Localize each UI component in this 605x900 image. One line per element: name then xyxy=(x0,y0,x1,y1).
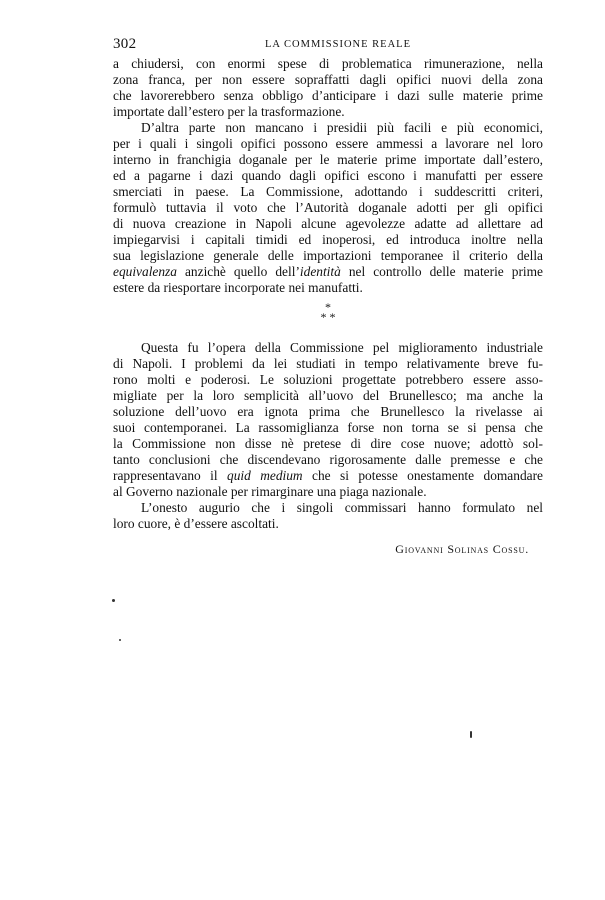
text-line: loro cuore, è d’essere ascoltati. xyxy=(113,516,279,531)
page-header xyxy=(113,36,543,56)
text-line: L’onesto augurio che i singoli commissari hanno formulato nel xyxy=(141,500,543,515)
section-separator xyxy=(113,296,543,340)
scan-speck xyxy=(112,599,115,602)
text-line: di Napoli. I problemi da lei studiati in tempo relativamente breve fu- xyxy=(113,356,543,371)
text-line-mixed xyxy=(113,468,543,484)
text-line: ed a pagarne i dazi quando dagli opifici escono i manufatti per essere xyxy=(113,168,543,183)
italic-term: identità xyxy=(299,264,341,279)
text-line: di nuova creazione in Napoli alcune agevolezze adatte ad allettare ad xyxy=(113,216,543,231)
text-line: al Governo nazionale per rimarginare una piaga nazionale. xyxy=(113,484,427,499)
text-run: che si potesse onestamente domandare xyxy=(302,468,543,483)
italic-term: quid medium xyxy=(227,468,303,483)
text-line: che lavorerebbero senza obbligo d’anticipare i dazi sulle materie prime xyxy=(113,88,543,103)
page-number: 302 xyxy=(113,36,137,52)
text-line-mixed xyxy=(113,264,543,280)
text-line: sua legislazione generale delle importazioni temporanee il criterio della xyxy=(113,248,543,263)
text-run: anzichè quello dell’ xyxy=(176,264,300,279)
text-line: smerciati in paese. La Commissione, adottando i suddescritti criteri, xyxy=(113,184,543,199)
scan-speck xyxy=(119,639,121,641)
paragraph-continuation xyxy=(113,56,543,120)
paragraph-presidii xyxy=(113,120,543,296)
asterism xyxy=(113,302,543,322)
body-text xyxy=(113,56,543,557)
text-line: a chiudersi, con enormi spese di problematica rimunerazione, nella xyxy=(113,56,543,71)
text-line: per i quali i singoli opifici possono essere ammessi a lavorare nel loro xyxy=(113,136,543,151)
text-line: zona franca, per non essere sopraffatti dagli opifici nuovi della zona xyxy=(113,72,543,87)
paragraph-augurio xyxy=(113,500,543,532)
text-run: rappresentavano il xyxy=(113,468,227,483)
text-line: Questa fu l’opera della Commissione pel miglioramento industriale xyxy=(141,340,543,355)
text-line: interno in franchigia doganale per le materie prime importate dall’estero, xyxy=(113,152,543,167)
scan-speck xyxy=(470,731,472,738)
text-line: migliate per la loro semplicità all’uovo del Brunellesco; ma anche la xyxy=(113,388,543,403)
text-line: suoi contemporanei. La rassomiglianza forse non torna se si pensa che xyxy=(113,420,543,435)
text-line: D’altra parte non mancano i presidii più facili e più economici, xyxy=(141,120,543,135)
text-line: la Commissione non disse nè pretese di dire cose nuove; adottò sol- xyxy=(113,436,543,451)
text-line: impiegarvisi i capitali timidi ed inoperosi, ed introduca inoltre nella xyxy=(113,232,543,247)
asterism-top: * xyxy=(325,300,331,314)
author-signature: Giovanni Solinas Cossu. xyxy=(395,542,529,556)
text-line: rono molti e poderosi. Le soluzioni progettate potrebbero essere asso- xyxy=(113,372,543,387)
text-line: importate dall’estero per la trasformazione. xyxy=(113,104,345,119)
paragraph-conclusion xyxy=(113,340,543,500)
text-line: soluzione dell’uovo era ignota prima che Brunellesco la rivelasse ai xyxy=(113,404,543,419)
asterism-bottom: * * xyxy=(320,310,336,324)
text-run: nel controllo delle materie prime xyxy=(340,264,543,279)
text-line: tanto conclusioni che discendevano rigorosamente dalle premesse e che xyxy=(113,452,543,467)
italic-term: equivalenza xyxy=(113,264,177,279)
text-line: formulò tuttavia il voto che l’Autorità doganale adotti per gli opifici xyxy=(113,200,543,215)
text-line: estere da riesportare incorporate nei manufatti. xyxy=(113,280,363,295)
running-head: LA COMMISSIONE REALE xyxy=(265,39,412,50)
